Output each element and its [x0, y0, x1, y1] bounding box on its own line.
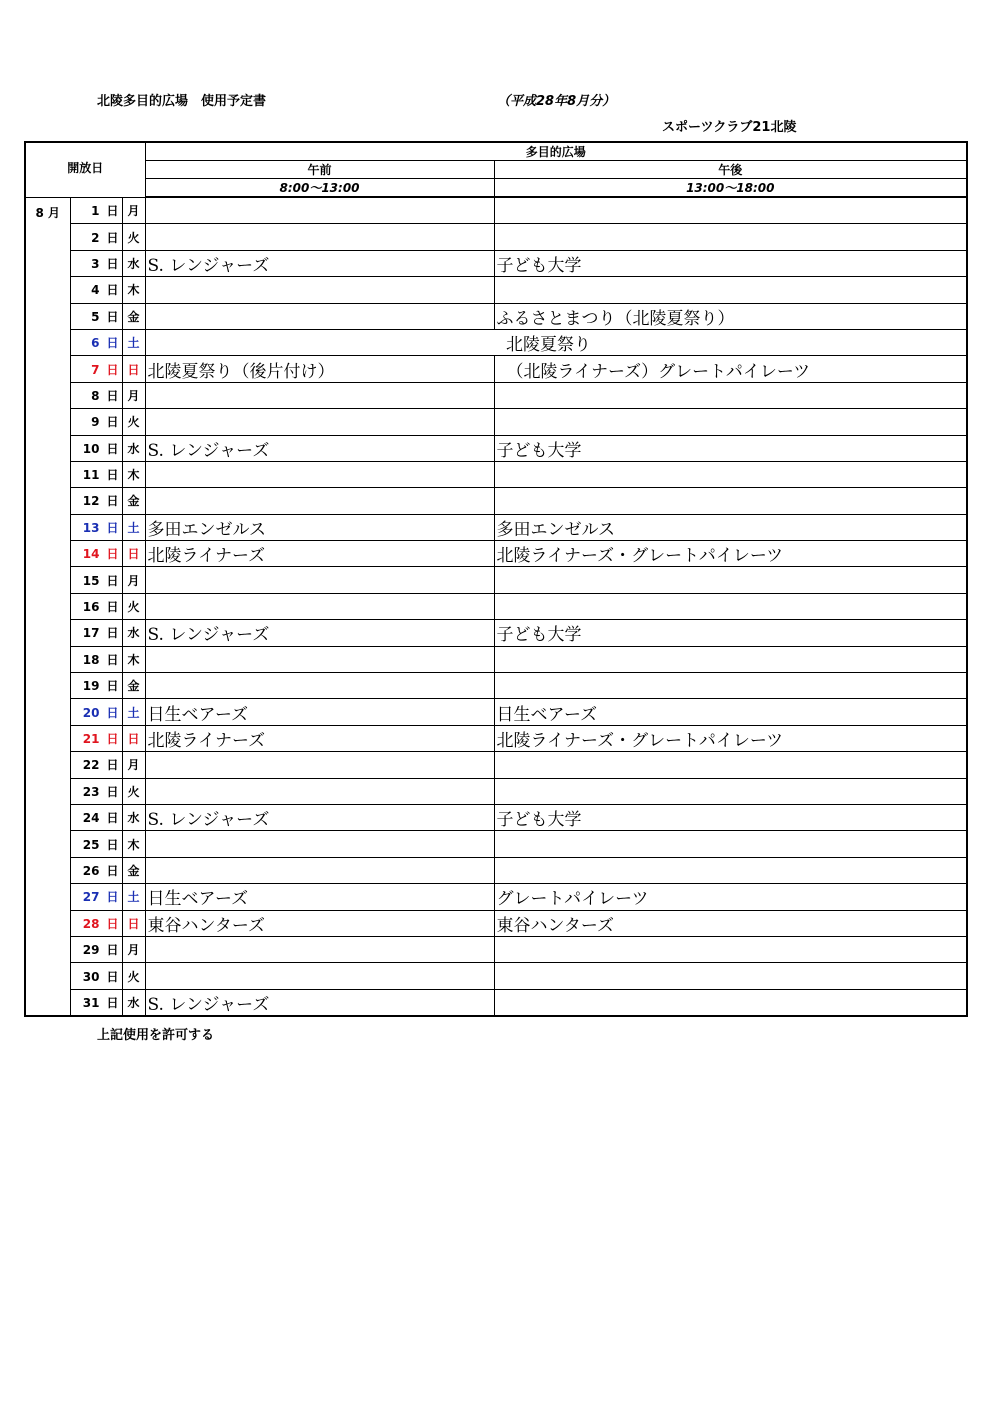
afternoon-event: [494, 778, 967, 804]
schedule-row: [25, 699, 967, 725]
day-cell: [70, 831, 122, 857]
day-cell: [70, 620, 122, 646]
day-suffix: 日: [106, 203, 119, 218]
afternoon-event: [494, 488, 967, 514]
day-suffix: 日: [106, 732, 119, 746]
day-cell: [70, 884, 122, 910]
afternoon-event: [494, 197, 967, 224]
day-cell: [70, 699, 122, 725]
day-cell: [70, 910, 122, 936]
day-number: 5: [91, 309, 100, 324]
day-number: 18: [82, 652, 100, 667]
day-cell: [70, 778, 122, 804]
day-cell: [70, 673, 122, 699]
day-suffix: 日: [106, 811, 119, 826]
day-suffix: 日: [106, 415, 119, 430]
schedule-row: [25, 224, 967, 250]
day-suffix: 日: [106, 362, 119, 377]
day-suffix: 日: [106, 336, 119, 351]
weekday-cell: 水: [122, 620, 145, 646]
weekday-cell: 月: [122, 382, 145, 408]
schedule-row: [25, 329, 967, 355]
schedule-row: [25, 989, 967, 1016]
day-suffix: 日: [106, 468, 119, 483]
day-number: 25: [82, 837, 100, 852]
schedule-row: [25, 857, 967, 883]
day-suffix: 日: [106, 494, 119, 509]
day-suffix: 日: [106, 758, 119, 773]
schedule-row: [25, 673, 967, 699]
day-number: 16: [82, 600, 100, 615]
day-suffix: 日: [106, 283, 119, 298]
schedule-row: [25, 936, 967, 962]
schedule-row: [25, 963, 967, 989]
day-suffix: 日: [106, 863, 119, 878]
afternoon-event: 日生ベアーズ: [494, 699, 967, 725]
day-suffix: 日: [106, 573, 119, 588]
afternoon-header: 午後: [494, 161, 967, 179]
day-number: 12: [82, 494, 100, 509]
weekday-cell: 月: [122, 197, 145, 224]
morning-event: 北陵夏祭り（後片付け）: [145, 356, 494, 382]
morning-event: [145, 752, 494, 778]
morning-event: [145, 936, 494, 962]
afternoon-event: （北陵ライナーズ）グレートパイレーツ: [494, 356, 967, 382]
month-cell: 8 月: [25, 197, 70, 1016]
weekday-cell: 金: [122, 488, 145, 514]
morning-event: S. レンジャーズ: [145, 435, 494, 461]
day-cell: [70, 567, 122, 593]
day-suffix: 日: [106, 441, 119, 456]
morning-time: 8:00～13:00: [145, 179, 494, 198]
morning-event: 多田エンゼルス: [145, 514, 494, 540]
morning-event: 東谷ハンターズ: [145, 910, 494, 936]
open-day-header: 開放日: [25, 142, 145, 197]
day-suffix: 日: [106, 916, 119, 931]
schedule-row: [25, 778, 967, 804]
weekday-cell: 水: [122, 804, 145, 830]
day-number: 22: [82, 758, 100, 773]
schedule-row: [25, 382, 967, 408]
morning-event: [145, 963, 494, 989]
day-cell: [70, 224, 122, 250]
weekday-cell: 土: [122, 514, 145, 540]
day-suffix: 日: [106, 969, 119, 984]
afternoon-event: [494, 567, 967, 593]
schedule-row: [25, 910, 967, 936]
afternoon-event: グレートパイレーツ: [494, 884, 967, 910]
day-cell: [70, 725, 122, 751]
morning-event: S. レンジャーズ: [145, 804, 494, 830]
morning-event: [145, 329, 494, 355]
day-cell: [70, 197, 122, 224]
day-number: 28: [82, 916, 100, 931]
afternoon-event: [494, 963, 967, 989]
day-suffix: 日: [106, 943, 119, 958]
weekday-cell: 木: [122, 646, 145, 672]
day-suffix: 日: [106, 388, 119, 403]
weekday-cell: 土: [122, 329, 145, 355]
afternoon-event: 子ども大学: [494, 620, 967, 646]
day-suffix: 日: [106, 520, 119, 535]
morning-event: [145, 488, 494, 514]
morning-event: [145, 461, 494, 487]
weekday-cell: 水: [122, 250, 145, 276]
day-number: 1: [91, 203, 100, 218]
day-number: 29: [82, 943, 100, 958]
afternoon-event: 多田エンゼルス: [494, 514, 967, 540]
day-number: 9: [91, 415, 100, 430]
day-suffix: 日: [106, 230, 119, 245]
day-cell: [70, 752, 122, 778]
weekday-cell: 木: [122, 461, 145, 487]
schedule-table: [24, 141, 968, 1017]
day-cell: [70, 461, 122, 487]
day-number: 7: [91, 362, 100, 377]
afternoon-event: [494, 857, 967, 883]
afternoon-event: 子ども大学: [494, 804, 967, 830]
day-cell: [70, 936, 122, 962]
afternoon-event: [494, 461, 967, 487]
morning-event: 日生ベアーズ: [145, 884, 494, 910]
day-cell: [70, 989, 122, 1016]
day-suffix: 日: [106, 600, 119, 615]
weekday-cell: 土: [122, 884, 145, 910]
weekday-cell: 火: [122, 409, 145, 435]
afternoon-event: [494, 989, 967, 1016]
day-cell: [70, 514, 122, 540]
weekday-cell: 火: [122, 224, 145, 250]
morning-event: [145, 224, 494, 250]
afternoon-event: 東谷ハンターズ: [494, 910, 967, 936]
day-suffix: 日: [106, 995, 119, 1010]
day-number: 23: [82, 784, 100, 799]
day-number: 21: [82, 732, 100, 746]
schedule-row: [25, 488, 967, 514]
day-number: 10: [82, 441, 100, 456]
morning-event: [145, 593, 494, 619]
afternoon-event: [494, 673, 967, 699]
day-cell: [70, 804, 122, 830]
venue-header: 多目的広場: [145, 142, 967, 161]
day-number: 26: [82, 863, 100, 878]
day-cell: [70, 646, 122, 672]
day-suffix: 日: [106, 547, 119, 562]
afternoon-time: 13:00～18:00: [494, 179, 967, 198]
weekday-cell: 木: [122, 831, 145, 857]
morning-event: 北陵ライナーズ: [145, 541, 494, 567]
schedule-row: [25, 884, 967, 910]
morning-event: 日生ベアーズ: [145, 699, 494, 725]
day-cell: [70, 303, 122, 329]
afternoon-event: 子ども大学: [494, 435, 967, 461]
afternoon-event: [494, 224, 967, 250]
day-number: 11: [82, 468, 100, 483]
day-number: 2: [91, 230, 100, 245]
day-cell: [70, 382, 122, 408]
weekday-cell: 火: [122, 778, 145, 804]
afternoon-event: 北陵ライナーズ・グレートパイレーツ: [494, 725, 967, 751]
weekday-cell: 月: [122, 752, 145, 778]
day-cell: [70, 277, 122, 303]
morning-event: [145, 673, 494, 699]
weekday-cell: 水: [122, 435, 145, 461]
morning-event: [145, 567, 494, 593]
weekday-cell: 日: [122, 356, 145, 382]
schedule-row: [25, 197, 967, 224]
day-cell: [70, 541, 122, 567]
schedule-row: [25, 303, 967, 329]
day-suffix: 日: [106, 705, 119, 720]
afternoon-event: [494, 593, 967, 619]
schedule-row: [25, 752, 967, 778]
weekday-cell: 月: [122, 936, 145, 962]
day-number: 3: [91, 256, 100, 271]
day-cell: [70, 857, 122, 883]
afternoon-event: [494, 646, 967, 672]
day-suffix: 日: [106, 679, 119, 694]
weekday-cell: 水: [122, 989, 145, 1016]
morning-event: S. レンジャーズ: [145, 620, 494, 646]
schedule-row: [25, 620, 967, 646]
day-cell: [70, 963, 122, 989]
day-number: 17: [82, 626, 100, 641]
weekday-cell: 金: [122, 673, 145, 699]
day-cell: [70, 250, 122, 276]
day-number: 27: [82, 890, 100, 905]
day-suffix: 日: [106, 652, 119, 667]
day-number: 20: [82, 705, 100, 720]
morning-event: [145, 857, 494, 883]
day-number: 4: [91, 283, 100, 298]
schedule-row: [25, 461, 967, 487]
weekday-cell: 火: [122, 593, 145, 619]
day-cell: [70, 409, 122, 435]
schedule-row: [25, 435, 967, 461]
day-suffix: 日: [106, 309, 119, 324]
morning-event: [145, 277, 494, 303]
day-number: 31: [82, 995, 100, 1010]
morning-event: [145, 382, 494, 408]
morning-header: 午前: [145, 161, 494, 179]
weekday-cell: 木: [122, 277, 145, 303]
afternoon-event: [494, 277, 967, 303]
morning-event: [145, 646, 494, 672]
schedule-row: [25, 277, 967, 303]
day-number: 24: [82, 811, 100, 826]
afternoon-event: ふるさとまつり（北陵夏祭り）: [494, 303, 967, 329]
day-cell: [70, 435, 122, 461]
schedule-row: [25, 541, 967, 567]
document-title: 北陵多目的広場 使用予定書: [97, 94, 267, 109]
weekday-cell: 日: [122, 725, 145, 751]
day-suffix: 日: [106, 837, 119, 852]
weekday-cell: 日: [122, 541, 145, 567]
day-number: 19: [82, 679, 100, 694]
day-cell: [70, 356, 122, 382]
period-label: （平成28年8月分）: [497, 94, 616, 109]
afternoon-event: 子ども大学: [494, 250, 967, 276]
afternoon-event: [494, 936, 967, 962]
schedule-row: [25, 831, 967, 857]
organization-name: スポーツクラブ21北陵: [662, 120, 797, 135]
day-suffix: 日: [106, 626, 119, 641]
day-number: 15: [82, 573, 100, 588]
schedule-row: [25, 250, 967, 276]
schedule-row: [25, 409, 967, 435]
morning-event: [145, 778, 494, 804]
day-suffix: 日: [106, 784, 119, 799]
day-suffix: 日: [106, 890, 119, 905]
weekday-cell: 金: [122, 303, 145, 329]
approval-note: 上記使用を許可する: [97, 1028, 215, 1043]
day-cell: [70, 329, 122, 355]
day-number: 30: [82, 969, 100, 984]
afternoon-event: 北陵ライナーズ・グレートパイレーツ: [494, 541, 967, 567]
afternoon-event: [494, 752, 967, 778]
morning-event: [145, 197, 494, 224]
day-number: 8: [91, 388, 100, 403]
morning-event: S. レンジャーズ: [145, 989, 494, 1016]
schedule-row: [25, 567, 967, 593]
afternoon-event: 北陵夏祭り: [494, 329, 967, 355]
schedule-row: [25, 725, 967, 751]
day-cell: [70, 488, 122, 514]
morning-event: [145, 303, 494, 329]
weekday-cell: 土: [122, 699, 145, 725]
weekday-cell: 月: [122, 567, 145, 593]
morning-event: 北陵ライナーズ: [145, 725, 494, 751]
day-number: 14: [82, 547, 100, 562]
day-number: 6: [91, 336, 100, 351]
morning-event: [145, 831, 494, 857]
afternoon-event: [494, 382, 967, 408]
morning-event: S. レンジャーズ: [145, 250, 494, 276]
morning-event: [145, 409, 494, 435]
schedule-row: [25, 804, 967, 830]
weekday-cell: 火: [122, 963, 145, 989]
day-number: 13: [82, 520, 100, 535]
weekday-cell: 金: [122, 857, 145, 883]
day-cell: [70, 593, 122, 619]
weekday-cell: 日: [122, 910, 145, 936]
afternoon-event: [494, 831, 967, 857]
schedule-row: [25, 514, 967, 540]
schedule-row: [25, 593, 967, 619]
afternoon-event: [494, 409, 967, 435]
schedule-row: [25, 646, 967, 672]
day-suffix: 日: [106, 256, 119, 271]
schedule-row: [25, 356, 967, 382]
